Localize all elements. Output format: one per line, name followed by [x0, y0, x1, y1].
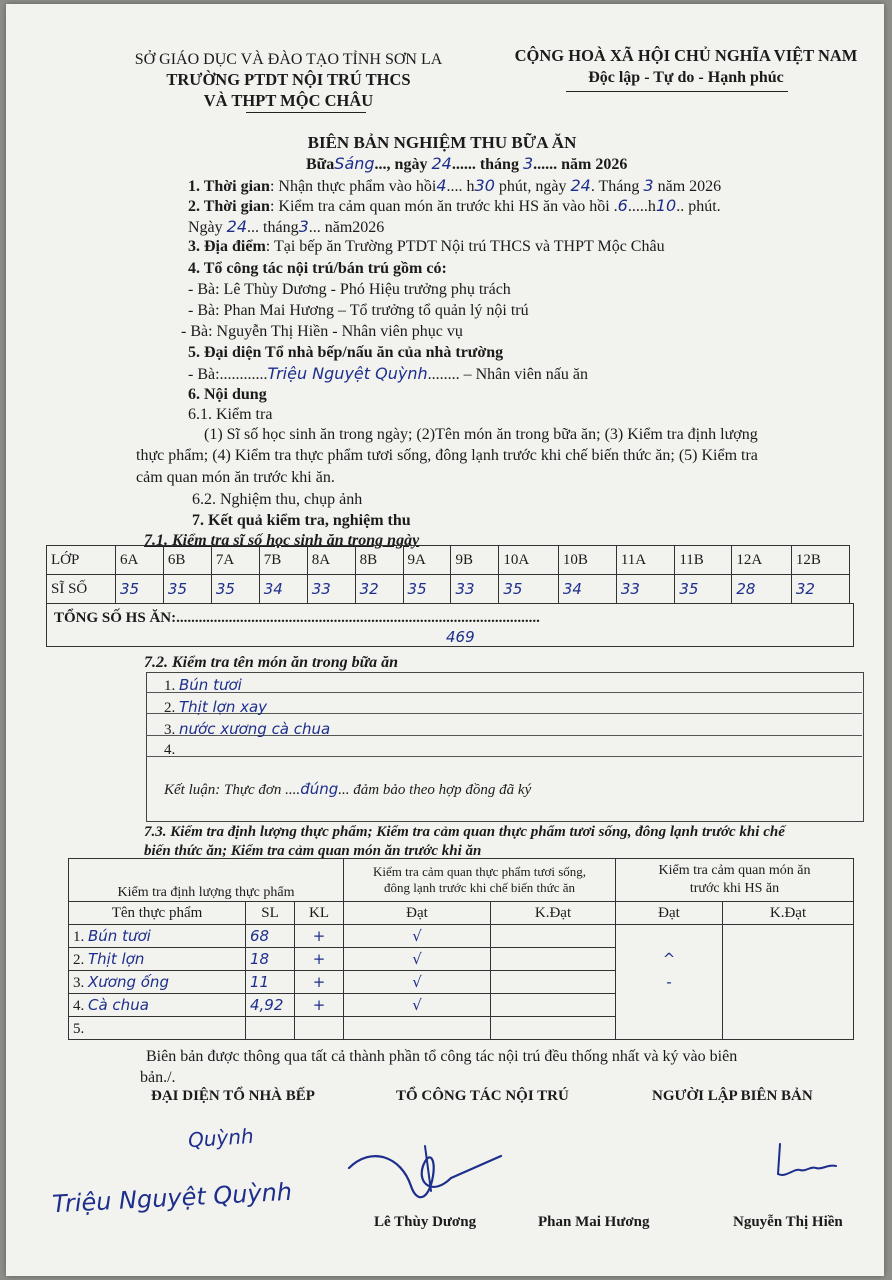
- meal-sep1: ..., ngày: [374, 156, 428, 173]
- food-kl: +: [295, 925, 344, 948]
- total-value: 469: [446, 628, 475, 646]
- item3-line: [188, 238, 665, 256]
- food-name: Cà chua: [88, 995, 149, 1014]
- item5-label: 5. Đại diện Tổ nhà bếp/nấu ăn của nhà trường: [188, 344, 504, 361]
- conclusion-text2: ... đảm bảo theo hợp đồng đã ký: [338, 782, 532, 798]
- section73-title-line1: 7.3. Kiểm tra định lượng thực phẩm; Kiểm tra cảm quan thực phẩm tươi sống, đông lạnh trước khi chế: [144, 824, 785, 840]
- col-sl: SL: [246, 902, 295, 925]
- count-row-label: SĨ SỐ: [47, 575, 116, 604]
- count-cell: 33: [616, 575, 674, 604]
- food-sl: 68: [246, 925, 295, 948]
- signature-scribble-duong: [341, 1136, 511, 1216]
- dish-name: Bún tươi: [179, 676, 242, 694]
- group-meal-line1: Kiểm tra cảm quan món ăn: [658, 863, 811, 878]
- meal-value: Sáng: [334, 154, 375, 173]
- item6-sub1: 6.1. Kiểm tra: [188, 406, 273, 423]
- col-kdat: K.Đạt: [491, 902, 616, 925]
- item5-line: [188, 364, 588, 384]
- item1-text3: phút, ngày: [494, 178, 567, 195]
- item2-text4: Ngày: [188, 219, 223, 236]
- meal-dat: [616, 925, 723, 948]
- item1-day: 24: [570, 176, 591, 195]
- food-kl: +: [295, 948, 344, 971]
- document-page: [6, 4, 884, 1276]
- item3-label: 3. Địa điểm: [188, 238, 266, 255]
- class-cell: 6A: [116, 546, 164, 575]
- handwritten-signature-full: Triệu Nguyệt Quỳnh: [51, 1177, 293, 1219]
- column-header-row: [69, 902, 854, 925]
- food-kdat: [491, 994, 616, 1017]
- item1-text2: .... h: [446, 178, 475, 195]
- dish-item: [164, 676, 242, 695]
- food-kl: +: [295, 994, 344, 1017]
- item6-para-line3: cảm quan món ăn trước khi ăn.: [136, 469, 335, 486]
- food-kdat: [491, 1017, 616, 1040]
- count-cell: 35: [211, 575, 259, 604]
- group-fresh-line2: đông lạnh trước khi chế biến thức ăn: [384, 880, 575, 895]
- class-cell: 8B: [355, 546, 403, 575]
- item6-para-line1: (1) Sĩ số học sinh ăn trong ngày; (2)Tên món ăn trong bữa ăn; (3) Kiểm tra định lượng: [204, 426, 758, 443]
- signature-scribble-hien: [768, 1138, 848, 1188]
- section73-title-line2: biến thức ăn; Kiểm tra cảm quan món ăn trước khi ăn: [144, 843, 482, 859]
- meal-kdat: [723, 1017, 854, 1040]
- item4-member-1: - Bà: Lê Thùy Dương - Phó Hiệu trưởng phụ trách: [188, 281, 511, 298]
- total-label: TỔNG SỐ HS ĂN:.................................................................................................: [54, 610, 540, 626]
- conclusion-value: đúng: [300, 780, 339, 798]
- header-school-line2: VÀ THPT MỘC CHÂU: [203, 91, 374, 110]
- signature-role-committee: TỔ CÔNG TÁC NỘI TRÚ: [396, 1088, 569, 1104]
- food-cell: [69, 971, 246, 994]
- class-cell: 10B: [558, 546, 616, 575]
- class-cell: 7A: [211, 546, 259, 575]
- col-dat: Đạt: [344, 902, 491, 925]
- col-kl: KL: [295, 902, 344, 925]
- section72-title: 7.2. Kiểm tra tên món ăn trong bữa ăn: [144, 654, 399, 671]
- item2-line2: [188, 217, 384, 237]
- table-row: [69, 1017, 854, 1040]
- food-number: 4.: [73, 997, 85, 1014]
- item2-text2: .....h: [627, 198, 656, 215]
- class-count-table: [46, 545, 850, 604]
- count-row: [47, 575, 850, 604]
- class-cell: 7B: [259, 546, 307, 575]
- food-sl: 11: [246, 971, 295, 994]
- class-row-label: LỚP: [47, 546, 116, 575]
- food-cell: [69, 925, 246, 948]
- menu-conclusion: [164, 780, 531, 799]
- class-row: [47, 546, 850, 575]
- food-number: 2.: [73, 951, 85, 968]
- table-row: [69, 994, 854, 1017]
- handwritten-signature-short: Quỳnh: [187, 1123, 255, 1153]
- header-motto: Độc lập - Tự do - Hạnh phúc: [588, 69, 784, 86]
- food-kl: [295, 1017, 344, 1040]
- col-dat-meal: Đạt: [616, 902, 723, 925]
- food-cell: [69, 948, 246, 971]
- item1-text5: năm 2026: [653, 178, 722, 195]
- meal-sep3: ...... năm 2026: [533, 156, 628, 173]
- table-row: [69, 925, 854, 948]
- item1-month: 3: [643, 176, 654, 195]
- dish-name: nước xương cà chua: [179, 720, 331, 738]
- count-cell: 35: [403, 575, 451, 604]
- header-department: SỞ GIÁO DỤC VÀ ĐÀO TẠO TỈNH SƠN LA: [134, 51, 443, 68]
- item2-text6: ... năm2026: [308, 219, 385, 236]
- meal-dat: [616, 1017, 723, 1040]
- item2-text5: ... tháng: [247, 219, 299, 236]
- closing-line2: bản./.: [140, 1069, 176, 1086]
- header-right-underline: [566, 91, 788, 92]
- meal-kdat: [723, 925, 854, 948]
- count-cell: 35: [499, 575, 558, 604]
- meal-line: [306, 154, 627, 174]
- food-dat: [344, 1017, 491, 1040]
- meal-day: 24: [431, 154, 452, 173]
- col-kdat-meal: K.Đạt: [723, 902, 854, 925]
- meal-dat: -: [616, 971, 723, 994]
- dish-name: Thịt lợn xay: [179, 698, 268, 716]
- item2-label: 2. Thời gian: [188, 198, 270, 215]
- item2-line1: [188, 196, 721, 216]
- item1-line: [188, 176, 721, 196]
- signer-name-hien: Nguyễn Thị Hiền: [733, 1214, 843, 1230]
- food-dat: √: [344, 925, 491, 948]
- item1-text1: : Nhận thực phẩm vào hồi: [269, 178, 437, 195]
- group-meal-line2: trước khi HS ăn: [689, 881, 780, 896]
- food-number: 5.: [73, 1020, 85, 1037]
- signer-name-huong: Phan Mai Hương: [538, 1214, 650, 1230]
- item7-label: 7. Kết quả kiểm tra, nghiệm thu: [192, 512, 411, 529]
- class-cell: 11B: [675, 546, 732, 575]
- food-number: 3.: [73, 974, 85, 991]
- meal-month: 3: [522, 154, 534, 173]
- meal-kdat: [723, 948, 854, 971]
- count-cell: 35: [163, 575, 211, 604]
- food-name: Thịt lợn: [88, 949, 145, 968]
- item5-text2: ........ – Nhân viên nấu ăn: [427, 366, 588, 383]
- item1-minute: 30: [474, 176, 495, 195]
- class-cell: 10A: [499, 546, 558, 575]
- class-cell: 11A: [616, 546, 674, 575]
- food-check-table: [68, 858, 854, 1040]
- food-kl: +: [295, 971, 344, 994]
- class-cell: 12A: [732, 546, 791, 575]
- item6-label: 6. Nội dung: [188, 386, 267, 403]
- count-cell: 35: [116, 575, 164, 604]
- dish-number: 4.: [164, 742, 176, 758]
- meal-kdat: [723, 971, 854, 994]
- col-name: Tên thực phẩm: [69, 902, 246, 925]
- food-sl: 4,92: [246, 994, 295, 1017]
- item2-minute: 10: [655, 196, 677, 215]
- header-school-line1: TRƯỜNG PTDT NỘI TRÚ THCS: [166, 70, 411, 89]
- food-name: Xương ống: [88, 972, 169, 991]
- item4-label: 4. Tổ công tác nội trú/bán trú gồm có:: [188, 260, 447, 277]
- item3-text: : Tại bếp ăn Trường PTDT Nội trú THCS và THPT Mộc Châu: [265, 238, 665, 255]
- header-country: CỘNG HOÀ XÃ HỘI CHỦ NGHĨA VIỆT NAM: [514, 46, 858, 65]
- count-cell: 32: [355, 575, 403, 604]
- group-fresh-line1: Kiểm tra cảm quan thực phẩm tươi sống,: [372, 864, 587, 879]
- item2-text3: .. phút.: [676, 198, 721, 215]
- food-number: 1.: [73, 928, 85, 945]
- class-cell: 8A: [307, 546, 355, 575]
- item6-sub2: 6.2. Nghiệm thu, chụp ảnh: [192, 491, 363, 508]
- item1-hour: 4: [436, 176, 447, 195]
- meal-kdat: [723, 994, 854, 1017]
- meal-dat: [616, 994, 723, 1017]
- item4-member-3: - Bà: Nguyễn Thị Hiền - Nhân viên phục vụ: [181, 323, 463, 340]
- count-cell: 34: [259, 575, 307, 604]
- food-dat: √: [344, 994, 491, 1017]
- class-cell: 6B: [163, 546, 211, 575]
- dish-item: [164, 698, 267, 717]
- conclusion-text1: Kết luận: Thực đơn ....: [164, 782, 301, 798]
- dish-number: 2.: [164, 700, 176, 716]
- item4-member-2: - Bà: Phan Mai Hương – Tổ trưởng tổ quản lý nội trú: [188, 302, 529, 319]
- item1-label: 1. Thời gian: [188, 178, 270, 195]
- count-cell: 34: [558, 575, 616, 604]
- group-fresh-header: [344, 859, 616, 902]
- food-sl: 18: [246, 948, 295, 971]
- section71-title: 7.1. Kiểm tra sĩ số học sinh ăn trong ngày: [144, 532, 420, 549]
- meal-sep2: ...... tháng: [451, 156, 519, 173]
- header-row: [69, 859, 854, 902]
- food-kdat: [491, 948, 616, 971]
- food-sl: [246, 1017, 295, 1040]
- count-cell: 35: [675, 575, 732, 604]
- dish-number: 3.: [164, 722, 176, 738]
- count-cell: 33: [451, 575, 499, 604]
- item2-day: 24: [226, 217, 248, 236]
- document-title: BIÊN BẢN NGHIỆM THU BỮA ĂN: [307, 133, 577, 152]
- food-dat: √: [344, 971, 491, 994]
- food-cell: [69, 1017, 246, 1040]
- item5-text1: - Bà:............: [188, 366, 268, 383]
- item2-month: 3: [298, 217, 309, 236]
- count-cell: 32: [791, 575, 849, 604]
- item6-para-line2: thực phẩm; (4) Kiểm tra thực phẩm tươi sống, đông lạnh trước khi chế biến thức ăn; (5) Kiểm tra: [136, 447, 758, 464]
- meal-dat: ^: [616, 948, 723, 971]
- dish-item: [164, 740, 175, 759]
- food-kdat: [491, 925, 616, 948]
- meal-label: Bữa: [306, 156, 335, 173]
- signature-role-recorder: NGƯỜI LẬP BIÊN BẢN: [652, 1088, 813, 1104]
- signature-role-kitchen: ĐẠI DIỆN TỔ NHÀ BẾP: [151, 1088, 315, 1104]
- item2-text1: : Kiểm tra cảm quan món ăn trước khi HS ăn vào hồi .: [269, 198, 618, 215]
- class-cell: 12B: [791, 546, 849, 575]
- dish-rule: [146, 692, 862, 693]
- food-dat: √: [344, 948, 491, 971]
- count-cell: 28: [732, 575, 791, 604]
- table-row: [69, 971, 854, 994]
- table-row: [69, 948, 854, 971]
- header-left-underline: [246, 112, 366, 113]
- item1-text4: . Tháng: [590, 178, 640, 195]
- signer-name-duong: Lê Thùy Dương: [374, 1214, 477, 1230]
- dish-item: [164, 720, 330, 739]
- dish-number: 1.: [164, 678, 176, 694]
- dish-box: [146, 672, 864, 822]
- dish-rule: [146, 756, 862, 757]
- food-kdat: [491, 971, 616, 994]
- count-cell: 33: [307, 575, 355, 604]
- item5-name: Triệu Nguyệt Quỳnh: [267, 364, 428, 383]
- food-name: Bún tươi: [88, 926, 151, 945]
- group-meal-header: [616, 859, 854, 902]
- class-cell: 9B: [451, 546, 499, 575]
- class-cell: 9A: [403, 546, 451, 575]
- group-quantity-header: Kiểm tra định lượng thực phẩm: [69, 859, 344, 902]
- closing-line1: Biên bản được thông qua tất cả thành phần tổ công tác nội trú đều thống nhất và ký vào biên: [146, 1048, 738, 1065]
- food-cell: [69, 994, 246, 1017]
- item2-hour: 6: [617, 196, 628, 215]
